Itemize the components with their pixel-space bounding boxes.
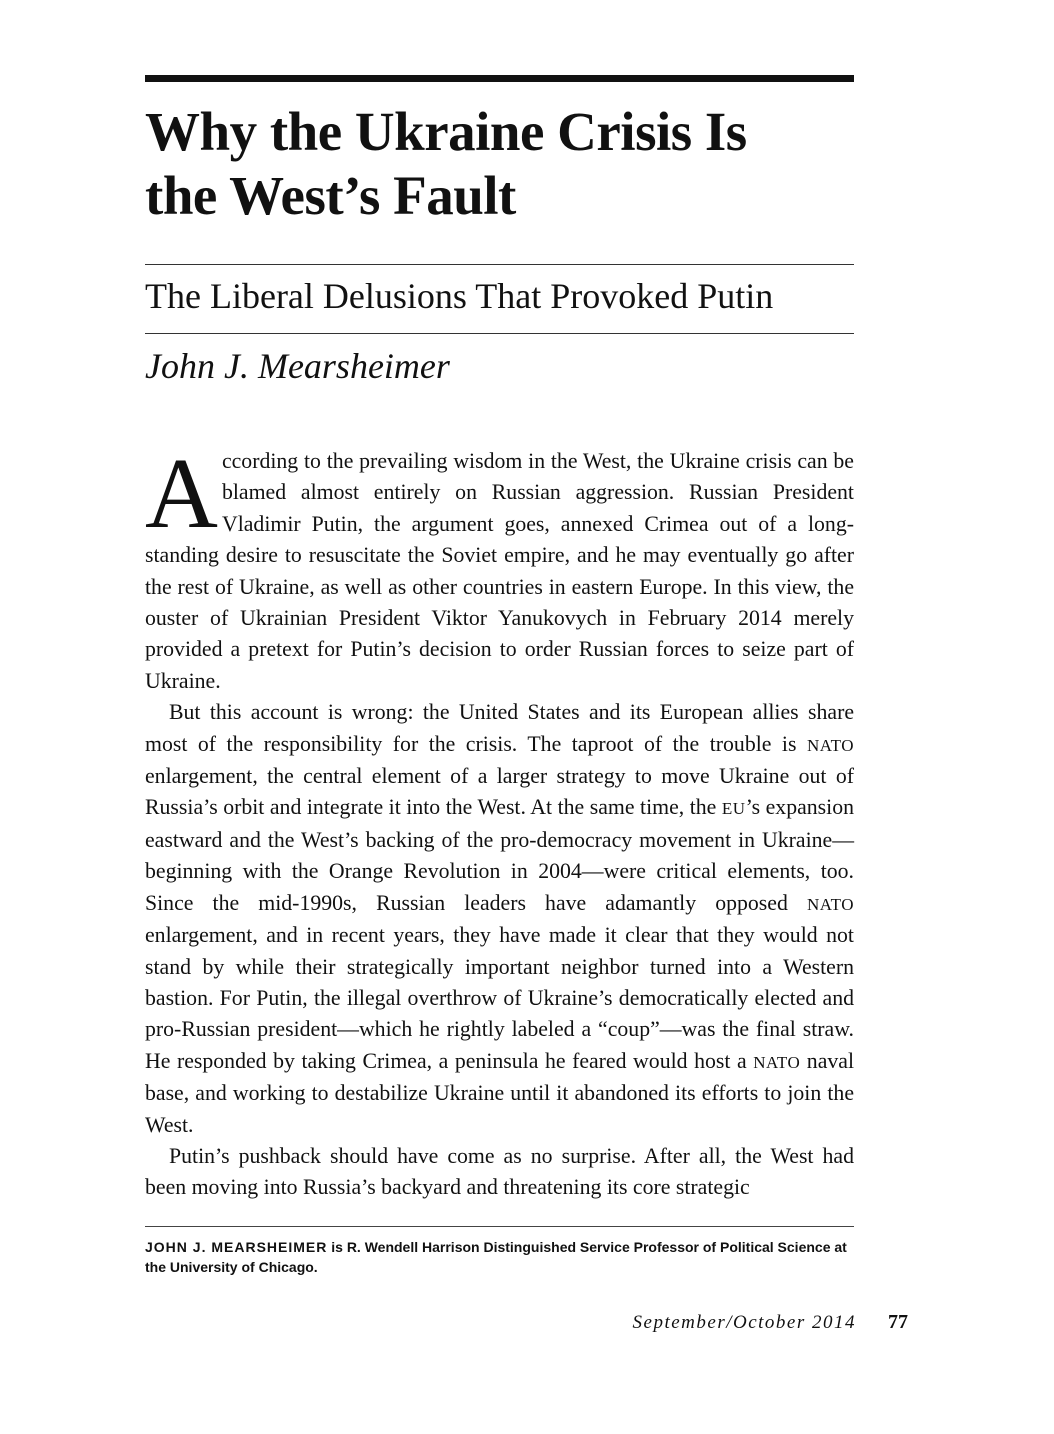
paragraph-2-text-d: enlargement, and in recent years, they have made it clear that they would not stand by while their strategically important neighbor turned into a Western bastion. For Putin, the illegal overthrow of Ukraine’s democratically elected and pro-Russian president—which he rightly labeled a “coup”—was the final straw. He responded by taking Crimea, a peninsula he feared would host a: [145, 923, 854, 1073]
paragraph-1-text: ccording to the prevailing wisdom in the West, the Ukraine crisis can be blamed almost entirely on Russian aggression. Russian President Vladimir Putin, the argument goes, annexed Crimea out of a long-standing desire to resuscitate the Soviet empire, and he may eventually go after the rest of Ukraine, as well as other countries in eastern Europe. In this view, the ouster of Ukrainian President Viktor Yanukovych in February 2014 merely provided a pretext for Putin’s decision to order Russian forces to seize part of Ukraine.: [145, 449, 854, 693]
paragraph-2-text-e: naval base, and working to destabilize Ukraine until it abandoned its efforts to join the West.: [145, 1048, 855, 1137]
title-line-2: the West’s Fault: [145, 165, 516, 226]
paragraph-1: [145, 437, 854, 697]
drop-cap: A: [145, 437, 218, 549]
bio-author-name: JOHN J. MEARSHEIMER: [145, 1239, 328, 1255]
nato-acronym: NATO: [806, 735, 854, 755]
paragraph-3: Putin’s pushback should have come as no surprise. After all, the West had been moving into Russia’s backyard and threatening its core strategic: [145, 1143, 854, 1200]
paragraph-2-text-a: But this account is wrong: the United States and its European allies share most of the responsibility for the crisis. The taproot of the trouble is: [145, 700, 854, 756]
eu-acronym: EU: [721, 799, 746, 819]
subtitle-top-rule: [145, 264, 854, 265]
footnote-rule: [145, 1226, 854, 1227]
paragraph-2: [145, 697, 854, 1141]
subtitle-bottom-rule: [145, 333, 854, 334]
paragraph-2-text-c: ’s expansion eastward and the West’s backing of the pro-democracy movement in Ukraine—beginning with the Orange Revolution in 2004—were critical elements, too. Since the mid-1990s, Russian leaders have adamantly opposed: [145, 795, 854, 915]
title-line-1: Why the Ukraine Crisis Is: [145, 101, 747, 162]
top-rule: [145, 75, 854, 82]
nato-acronym: NATO: [806, 894, 854, 914]
paragraph-2-text-b: enlargement, the central element of a larger strategy to move Ukraine out of Russia’s orbit and integrate it into the West. At the same time, the: [145, 764, 854, 820]
bio-text: is R. Wendell Harrison Distinguished Service Professor of Political Science at the University of Chicago.: [145, 1239, 847, 1275]
article-body: [145, 437, 855, 1204]
author-bio: [145, 1237, 854, 1277]
nato-acronym: NATO: [753, 1052, 801, 1072]
article-title: [145, 100, 854, 228]
page-number: 77: [888, 1311, 908, 1333]
author-byline: John J. Mearsheimer: [145, 346, 450, 386]
article-subtitle: The Liberal Delusions That Provoked Putin: [145, 276, 774, 316]
issue-date: September/October 2014: [632, 1312, 856, 1333]
